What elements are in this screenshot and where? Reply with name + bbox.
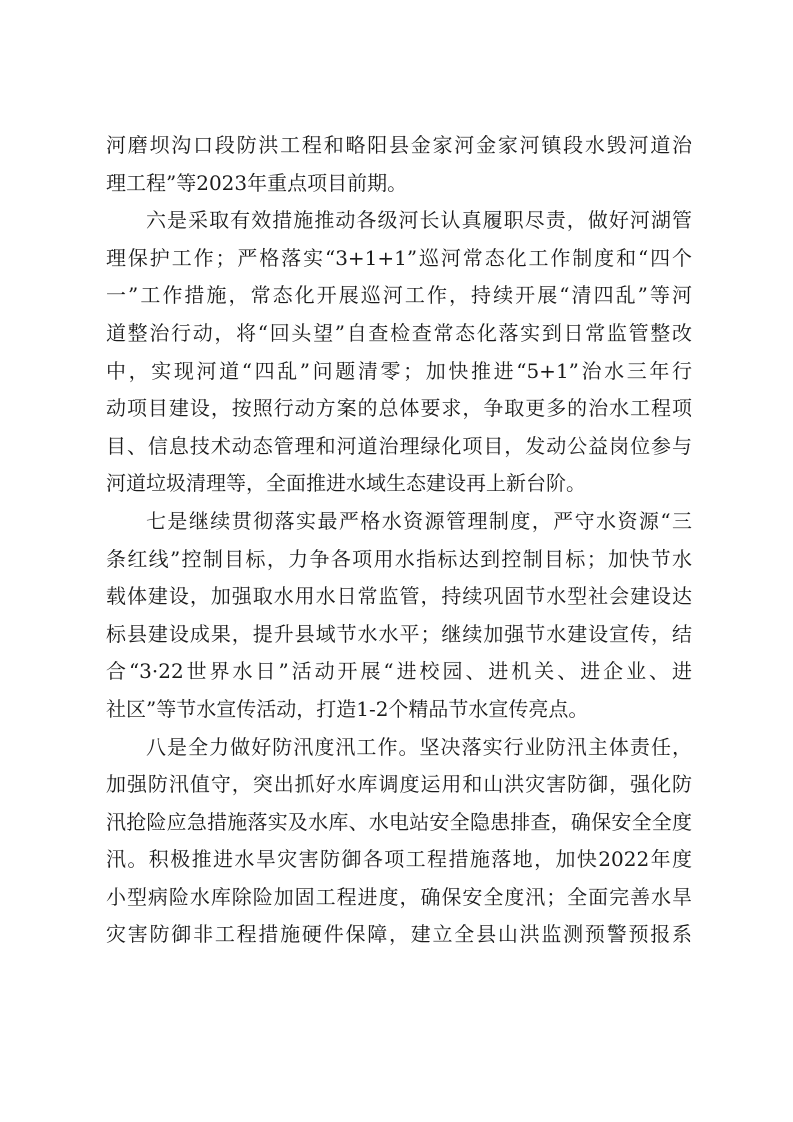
text-line: 标县建设成果，提升县域节水水平；继续加强节水建设宣传，结	[106, 621, 692, 646]
text-line: 六是采取有效措施推动各级河长认真履职尽责，做好河湖管	[146, 208, 692, 233]
text-line: 合“3·22世界水日”活动开展“进校园、进机关、进企业、进	[106, 659, 692, 684]
text-line: 汛。积极推进水旱灾害防御各项工程措施落地，加快2022年度	[106, 847, 692, 872]
text-line: 河道垃圾清理等，全面推进水域生态建设再上新台阶。	[106, 471, 586, 496]
paragraph	[106, 202, 692, 503]
text-line: 道整治行动，将“回头望”自查检查常态化落实到日常监管整改	[106, 320, 692, 345]
text-line: 加强防汛值守，突出抓好水库调度运用和山洪灾害防御，强化防	[106, 772, 692, 797]
text-line: 目、信息技术动态管理和河道治理绿化项目，发动公益岗位参与	[106, 433, 692, 458]
text-line: 灾害防御非工程措施硬件保障，建立全县山洪监测预警预报系	[106, 922, 692, 947]
paragraph	[106, 729, 692, 955]
text-line: 小型病险水库除险加固工程进度，确保安全度汛；全面完善水旱	[106, 884, 692, 909]
text-line: 社区”等节水宣传活动，打造1-2个精品节水宣传亮点。	[106, 696, 589, 721]
text-line: 一”工作措施，常态化开展巡河工作，持续开展“清四乱”等河	[106, 283, 692, 308]
text-line: 理工程”等2023年重点项目前期。	[106, 170, 408, 195]
text-line: 河磨坝沟口段防洪工程和略阳县金家河金家河镇段水毁河道治	[106, 133, 692, 157]
text-line: 汛抢险应急措施落实及水库、水电站安全隐患排查，确保安全全度	[106, 809, 692, 834]
paragraph	[106, 127, 692, 202]
text-line: 载体建设，加强取水用水日常监管，持续巩固节水型社会建设达	[106, 584, 692, 609]
text-line: 理保护工作；严格落实“3+1+1”巡河常态化工作制度和“四个	[106, 245, 692, 270]
paragraph	[106, 503, 692, 729]
text-line: 中，实现河道“四乱”问题清零；加快推进“5+1”治水三年行	[106, 358, 692, 383]
text-line: 动项目建设，按照行动方案的总体要求，争取更多的治水工程项	[106, 396, 692, 421]
text-line: 八是全力做好防汛度汛工作。坚决落实行业防汛主体责任，	[146, 734, 692, 759]
document-body	[106, 127, 692, 954]
text-line: 七是继续贯彻落实最严格水资源管理制度，严守水资源“三	[146, 508, 692, 533]
text-line: 条红线”控制目标，力争各项用水指标达到控制目标；加快节水	[106, 546, 692, 571]
